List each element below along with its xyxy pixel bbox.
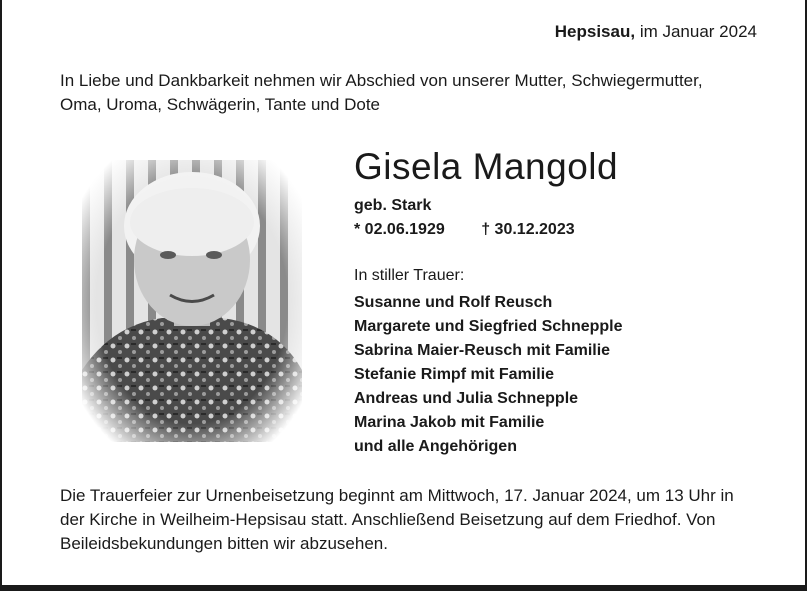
- mourner-name: Marina Jakob mit Familie: [354, 414, 545, 431]
- mourner-name: Stefanie Rimpf mit Familie: [354, 366, 555, 383]
- birth-date: * 02.06.1929: [354, 221, 445, 238]
- portrait-photo: [82, 160, 302, 442]
- mourner-name: Sabrina Maier-Reusch mit Familie: [354, 342, 611, 359]
- intro-text: In Liebe und Dankbarkeit nehmen wir Abschied von unserer Mutter, Schwiegermutter, Oma, Uroma, Schwägerin, Tante und Dote: [60, 71, 703, 114]
- mourner-name: Margarete und Siegfried Schnepple: [354, 318, 623, 335]
- mourner-name: Susanne und Rolf Reusch: [354, 294, 553, 311]
- life-dates: [354, 221, 575, 239]
- deceased-name: Gisela Mangold: [354, 146, 619, 187]
- mourner-name: Andreas und Julia Schnepple: [354, 390, 579, 407]
- mourning-label: In stiller Trauer:: [354, 267, 465, 284]
- mourners-list: [354, 291, 623, 459]
- dateline-place: Hepsisau,: [554, 22, 636, 41]
- dateline: [555, 22, 757, 42]
- dateline-date: im Januar 2024: [639, 22, 757, 41]
- ceremony-text: Die Trauerfeier zur Urnenbeisetzung beginnt am Mittwoch, 17. Januar 2024, um 13 Uhr in der Kirche in Weilheim-Hepsisau statt. Anschließend Beisetzung auf dem Friedhof. Von Beileidsbekundungen bitten wir abzusehen.: [60, 486, 734, 553]
- mourner-name: und alle Angehörigen: [354, 438, 517, 455]
- death-date: † 30.12.2023: [481, 221, 575, 238]
- birth-name: geb. Stark: [354, 197, 432, 214]
